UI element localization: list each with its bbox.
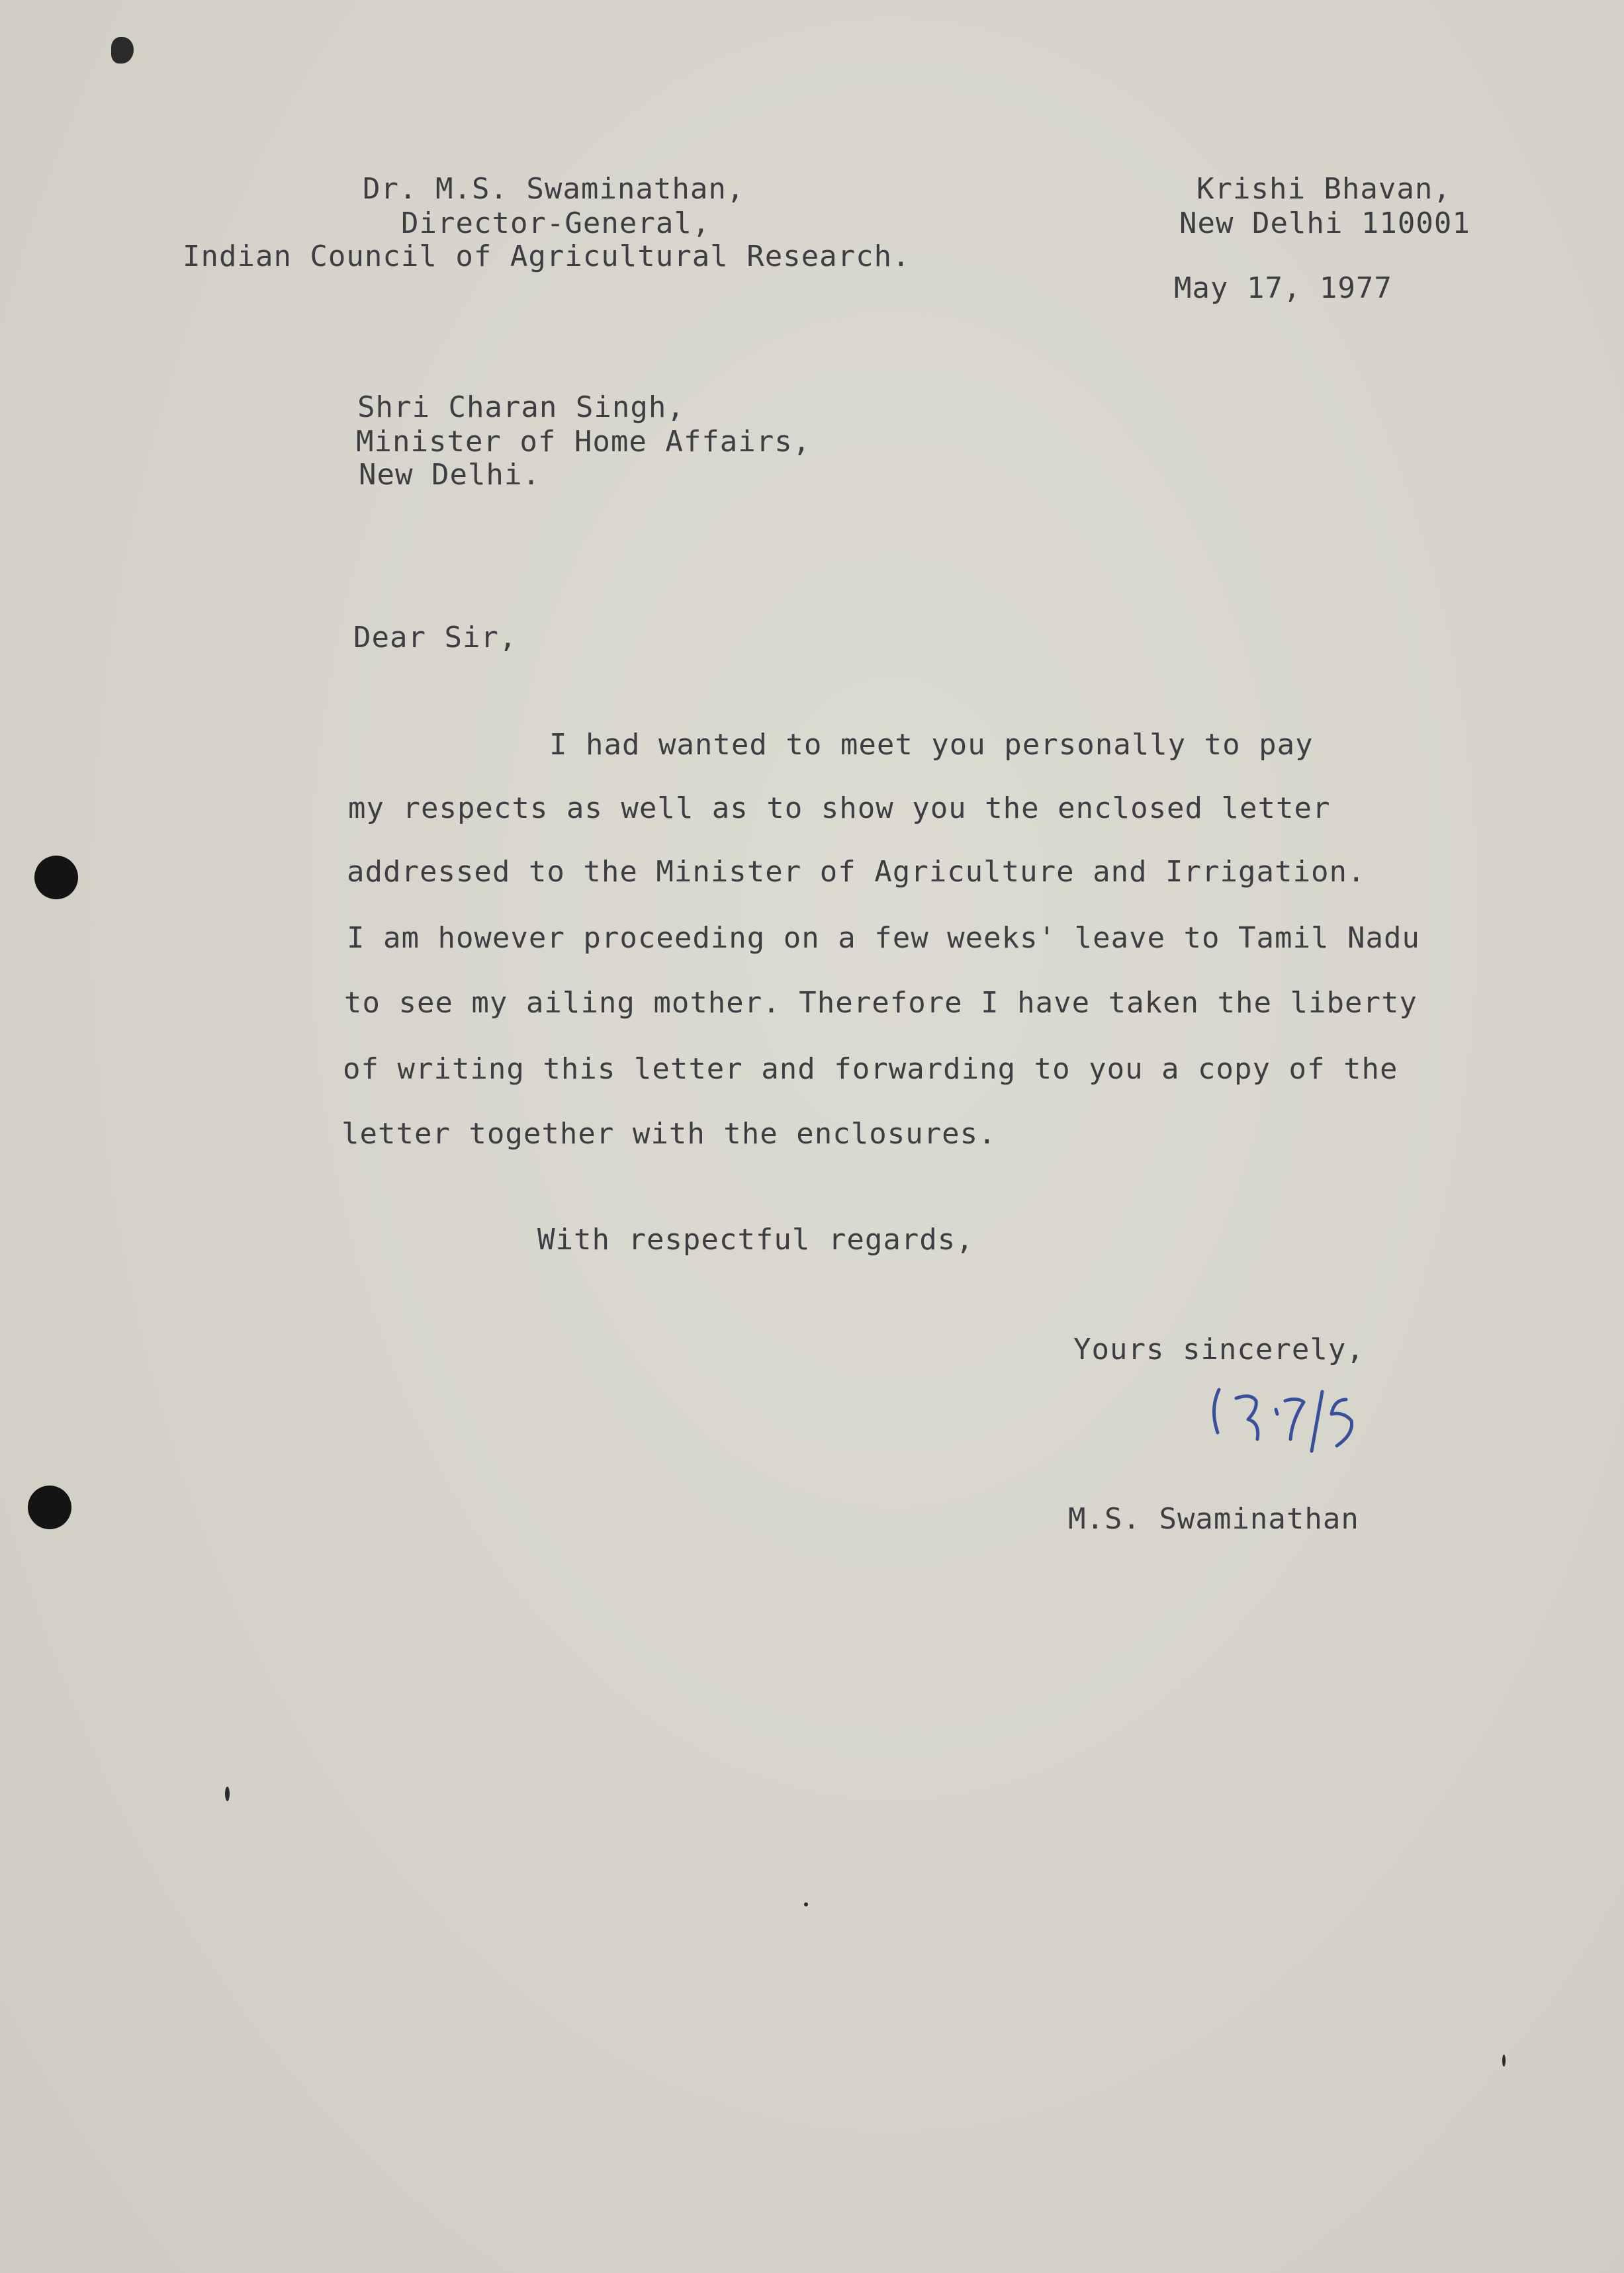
speck [1502,2055,1506,2067]
recipient-city: New Delhi. [359,458,541,492]
corner-mark [111,37,134,64]
address-line-1: Krishi Bhavan, [1196,172,1451,206]
speck [804,1902,808,1906]
body-line: I had wanted to meet you personally to pay [549,728,1314,762]
letter-date: May 17, 1977 [1174,271,1392,305]
speck [225,1787,230,1801]
body-line: addressed to the Minister of Agriculture and Irrigation. [347,855,1366,889]
recipient-name: Shri Charan Singh, [357,390,685,424]
sender-name: Dr. M.S. Swaminathan, [363,172,745,206]
body-line: to see my ailing mother. Therefore I have taken the liberty [344,986,1418,1020]
salutation: Dear Sir, [353,621,518,654]
body-line: I am however proceeding on a few weeks' leave to Tamil Nadu [347,921,1420,955]
body-line: of writing this letter and forwarding to you a copy of the [343,1052,1398,1086]
address-line-2: New Delhi 110001 [1179,206,1470,240]
body-line: letter together with the enclosures. [341,1117,997,1151]
signatory-name: M.S. Swaminathan [1068,1502,1359,1536]
body-line: my respects as well as to show you the enclosed letter [348,791,1331,825]
regards: With respectful regards, [537,1223,974,1257]
signature [1204,1373,1403,1472]
sender-title: Director-General, [401,206,711,240]
recipient-title: Minister of Home Affairs, [356,425,811,459]
punch-hole-top [34,856,78,899]
sender-organization: Indian Council of Agricultural Research. [183,240,911,273]
closing: Yours sincerely, [1073,1333,1365,1366]
punch-hole-bottom [28,1486,71,1529]
